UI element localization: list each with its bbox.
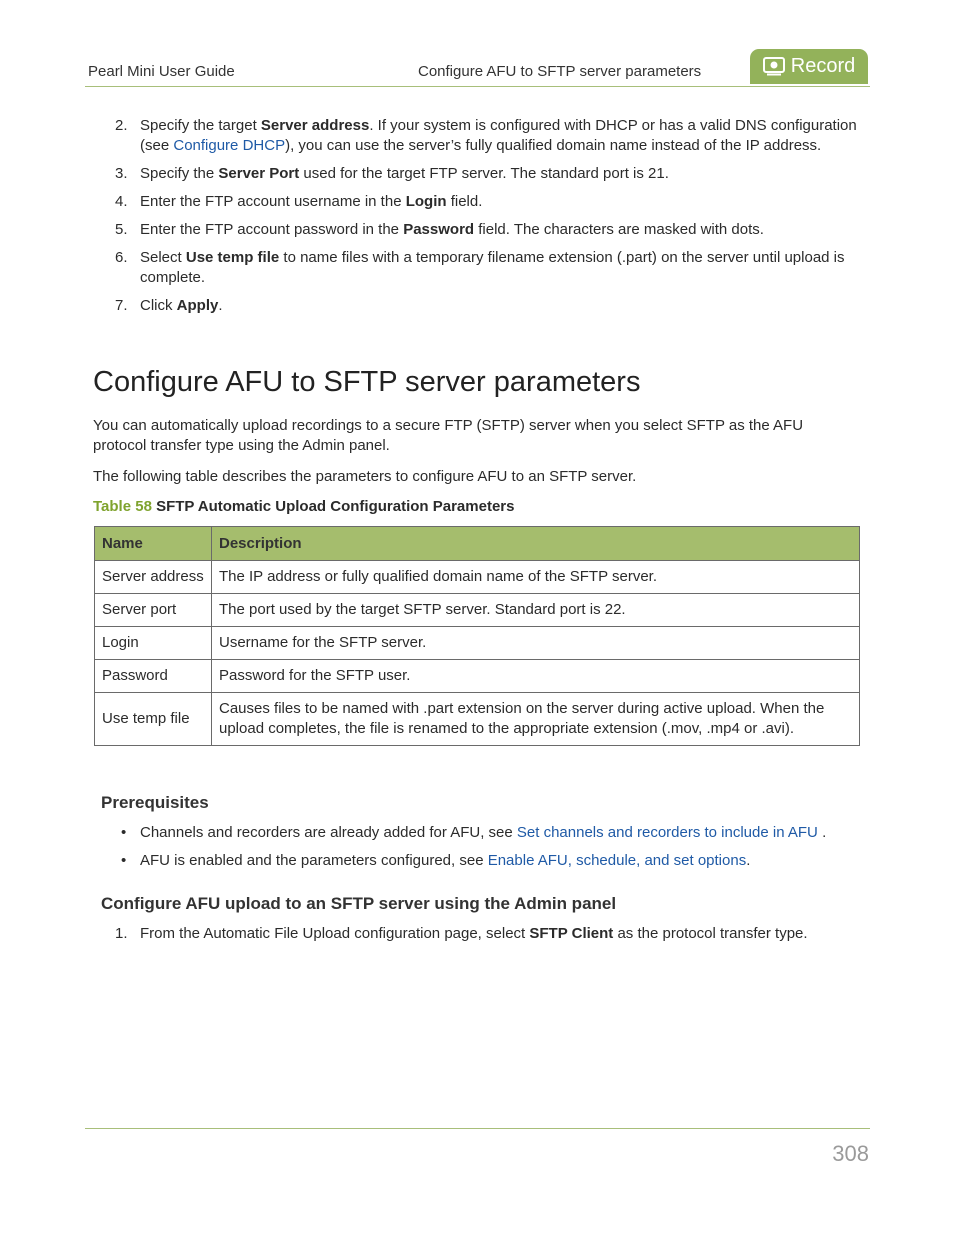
column-header-description: Description xyxy=(212,527,860,561)
section-running-title: Configure AFU to SFTP server parameters xyxy=(418,63,702,80)
procedure-steps xyxy=(93,924,863,952)
table-intro-paragraph: The following table describes the parameters to configure AFU to an SFTP server. xyxy=(93,468,637,485)
step-number: 4. xyxy=(115,193,128,210)
enable-afu-link[interactable]: Enable AFU, schedule, and set options xyxy=(487,852,747,869)
step-6 xyxy=(93,248,863,288)
steps-list xyxy=(93,116,863,324)
param-description: Causes files to be named with .part extension on the server during active upload. When the upload completes, the file is renamed to the appropriate extension (.mov, .mp4 or .avi). xyxy=(212,693,860,746)
table-row xyxy=(95,627,860,660)
footer-divider xyxy=(85,1128,870,1129)
step-term: Server address xyxy=(260,117,370,134)
step-text: field. xyxy=(446,193,483,210)
step-3 xyxy=(93,164,863,184)
step-7 xyxy=(93,296,863,316)
table-row xyxy=(95,594,860,627)
step-text: Enter the FTP account password in the xyxy=(140,221,404,238)
step-number: 6. xyxy=(115,249,128,266)
step-text: . xyxy=(218,297,223,314)
table-caption-text: SFTP Automatic Upload Configuration Parameters xyxy=(151,498,515,515)
bullet-text: AFU is enabled and the parameters configured, see xyxy=(140,852,488,869)
step-text: field. The characters are masked with dots. xyxy=(474,221,764,238)
record-badge xyxy=(750,49,868,84)
param-description: Username for the SFTP server. xyxy=(212,627,860,660)
prerequisites-heading: Prerequisites xyxy=(101,793,209,812)
step-number: 5. xyxy=(115,221,128,238)
bullet-text: . xyxy=(746,852,751,869)
step-text: Click xyxy=(140,297,177,314)
record-badge-label: Record xyxy=(790,55,856,77)
table-row xyxy=(95,660,860,693)
table-header-row xyxy=(95,527,860,561)
step-text: as the protocol transfer type. xyxy=(613,925,808,942)
step-4 xyxy=(93,192,863,212)
step-term: Login xyxy=(405,193,447,210)
step-5 xyxy=(93,220,863,240)
param-description: The IP address or fully qualified domain name of the SFTP server. xyxy=(212,561,860,594)
param-name: Server port xyxy=(95,594,212,627)
step-text: Specify the xyxy=(140,165,219,182)
step-number: 2. xyxy=(115,117,128,134)
param-name: Use temp file xyxy=(95,693,212,746)
step-term: SFTP Client xyxy=(529,925,614,942)
configure-dhcp-link[interactable]: Configure DHCP xyxy=(173,137,286,154)
step-term: Apply xyxy=(176,297,219,314)
step-text: used for the target FTP server. The standard port is 21. xyxy=(299,165,669,182)
column-header-name: Name xyxy=(95,527,212,561)
param-name: Server address xyxy=(95,561,212,594)
step-text: . If your system is configured with DHCP or has a valid DNS configuration (see xyxy=(140,117,857,154)
bullet-icon: • xyxy=(121,824,127,841)
prerequisites-list xyxy=(93,823,863,879)
param-name: Password xyxy=(95,660,212,693)
param-description: Password for the SFTP user. xyxy=(212,660,860,693)
param-description: The port used by the target SFTP server. Standard port is 22. xyxy=(212,594,860,627)
step-term: Use temp file xyxy=(185,249,280,266)
step-text: Enter the FTP account username in the xyxy=(140,193,406,210)
intro-paragraph: You can automatically upload recordings to a secure FTP (SFTP) server when you select SFTP as the AFU protocol transfer type using the Admin panel. xyxy=(93,417,804,454)
table-row xyxy=(95,693,860,746)
bullet-text: Channels and recorders are already added for AFU, see xyxy=(140,824,517,841)
step-text: Select xyxy=(140,249,186,266)
step-2 xyxy=(93,116,863,156)
step-term: Password xyxy=(403,221,475,238)
set-channels-link[interactable]: Set channels and recorders to include in AFU xyxy=(516,824,818,841)
header-divider xyxy=(85,86,870,87)
step-number: 1. xyxy=(115,925,128,942)
table-caption xyxy=(93,498,514,515)
step-text: From the Automatic File Upload configuration page, select xyxy=(140,925,530,942)
bullet-text: . xyxy=(817,824,827,841)
section-heading: Configure AFU to SFTP server parameters xyxy=(93,366,641,398)
page-number: 308 xyxy=(832,1141,869,1166)
step-term: Server Port xyxy=(218,165,300,182)
parameters-table xyxy=(94,526,860,746)
step-text: ), you can use the server’s fully qualified domain name instead of the IP address. xyxy=(285,137,822,154)
list-item xyxy=(93,851,863,871)
list-item xyxy=(93,823,863,843)
record-icon xyxy=(763,57,785,77)
step-number: 3. xyxy=(115,165,128,182)
param-name: Login xyxy=(95,627,212,660)
step-number: 7. xyxy=(115,297,128,314)
procedure-step-1 xyxy=(93,924,863,944)
procedure-heading: Configure AFU upload to an SFTP server using the Admin panel xyxy=(101,894,617,913)
table-number: Table 58 xyxy=(93,498,152,515)
step-text: to name files with a temporary filename extension (.part) on the server until upload is complete. xyxy=(140,249,845,286)
table-row xyxy=(95,561,860,594)
step-text: Specify the target xyxy=(140,117,261,134)
doc-title: Pearl Mini User Guide xyxy=(88,63,235,80)
bullet-icon: • xyxy=(121,852,127,869)
